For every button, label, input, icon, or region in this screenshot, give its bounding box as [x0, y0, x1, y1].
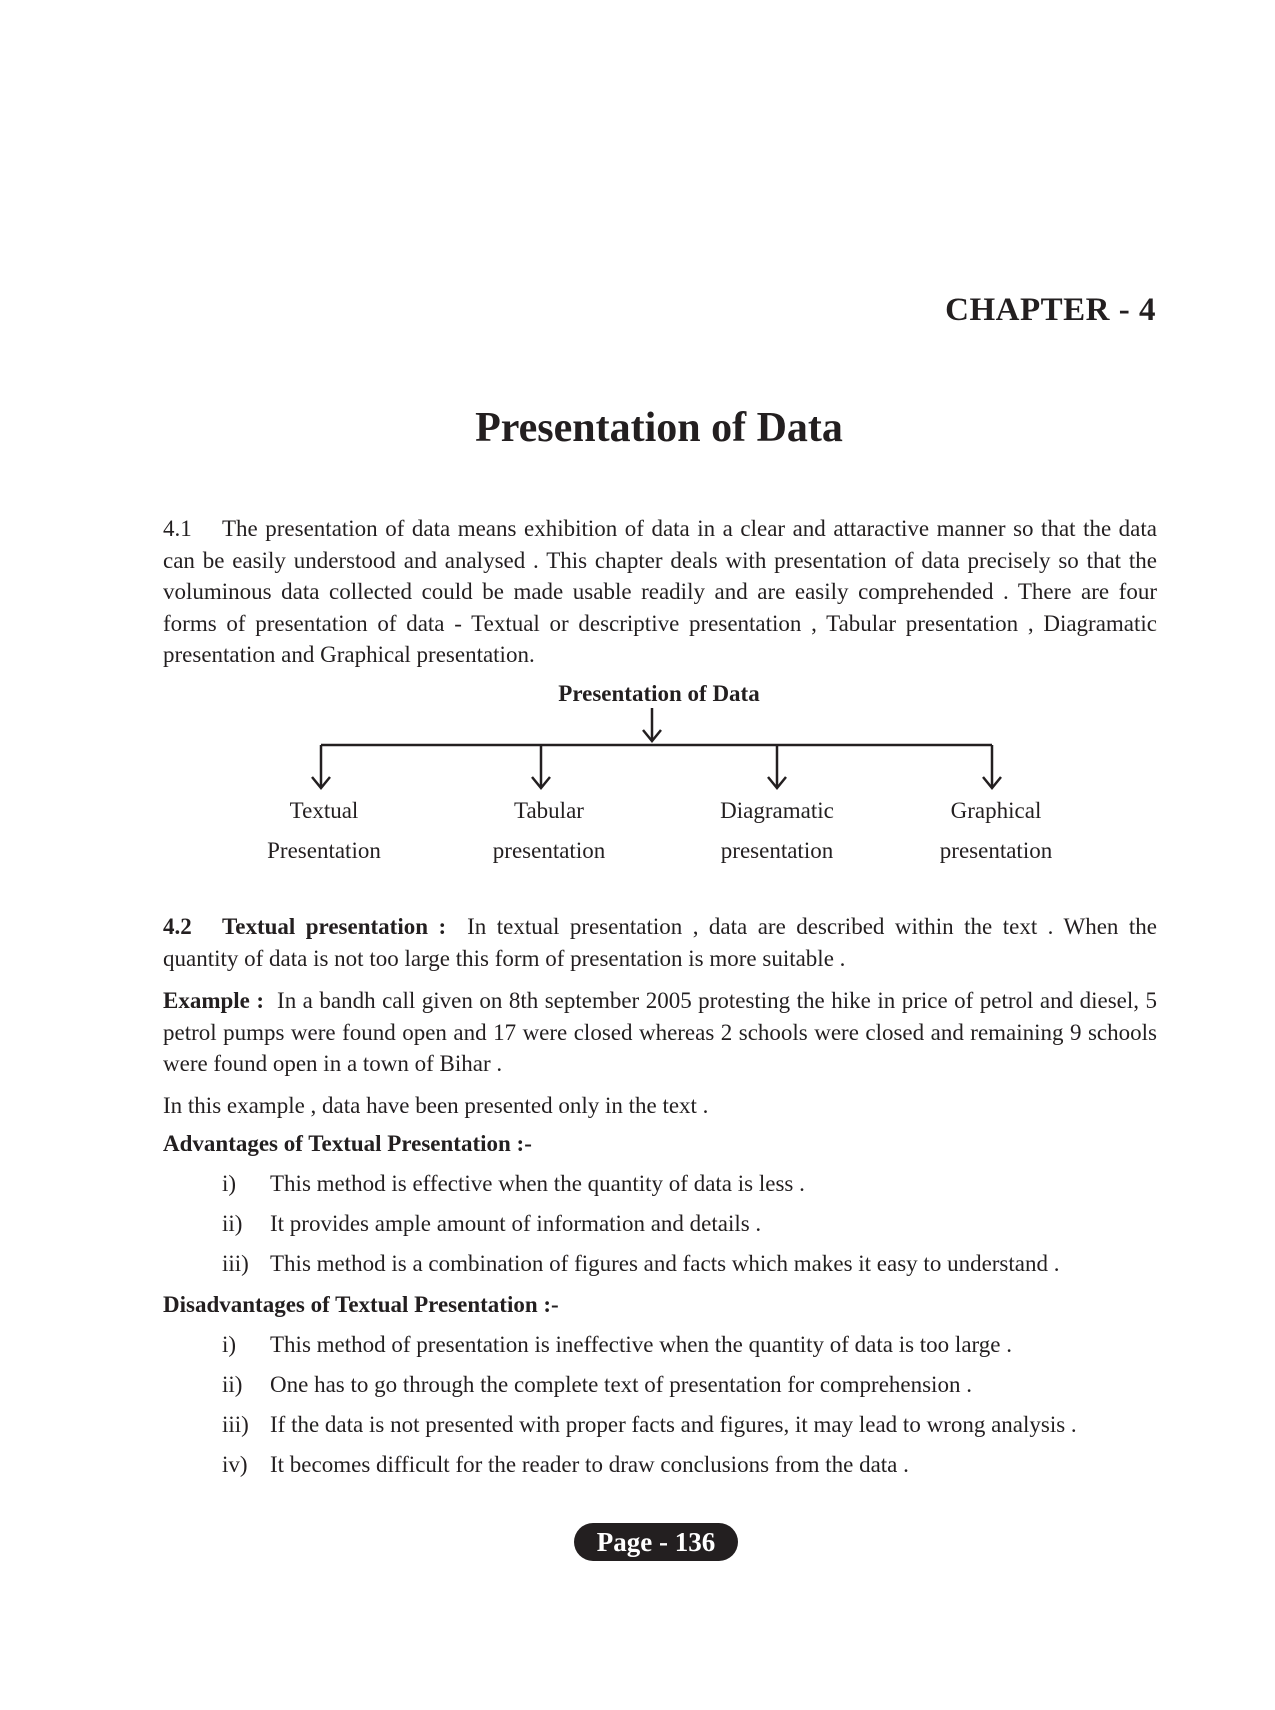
item-text: This method of presentation is ineffective when the quantity of data is too large . [270, 1332, 1012, 1357]
node-line2: Presentation [267, 838, 381, 863]
node-line1: Tabular [514, 798, 584, 823]
node-line1: Textual [289, 798, 359, 823]
item-text: If the data is not presented with proper facts and figures, it may lead to wrong analysis . [270, 1412, 1077, 1437]
chapter-label: CHAPTER - 4 [945, 292, 1156, 328]
list-item [222, 1211, 761, 1237]
diagram-node-textual [204, 791, 444, 871]
item-text: It provides ample amount of information and details . [270, 1211, 762, 1236]
node-line2: presentation [492, 838, 606, 863]
diagram-node-tabular [429, 791, 669, 871]
list-item [222, 1452, 909, 1478]
item-number: iii) [222, 1251, 249, 1276]
list-item [222, 1332, 1012, 1358]
section-number: 4.1 [163, 516, 192, 541]
advantages-heading: Advantages of Textual Presentation :- [163, 1131, 532, 1156]
section-number: 4.2 [163, 914, 192, 939]
item-number: iii) [222, 1412, 249, 1437]
page-number-badge: Page - 136 [574, 1523, 738, 1561]
example-paragraph [163, 985, 1157, 1080]
section-heading: Textual presentation : [222, 914, 447, 939]
item-text: One has to go through the complete text of presentation for comprehension . [270, 1372, 972, 1397]
page-title: Presentation of Data [475, 405, 843, 451]
example-text: In a bandh call given on 8th september 2005 protesting the hike in price of petrol and diesel, 5 petrol pumps were found open and 17 were closed whereas 2 schools were closed and remaining 9 schools were found open in a town of Bihar . [163, 988, 1158, 1076]
item-number: ii) [222, 1372, 243, 1397]
diagram-root-label: Presentation of Data [558, 681, 760, 706]
node-line2: presentation [939, 838, 1053, 863]
list-item [222, 1171, 805, 1197]
item-text: It becomes difficult for the reader to draw conclusions from the data . [270, 1452, 909, 1477]
intro-text: The presentation of data means exhibition of data in a clear and attaractive manner so that the data can be easily understood and analysed . This chapter deals with presentation of data precisely so that the voluminous data collected could be made usable readily and are easily comprehended . There are four forms of presentation of data - Textual or descriptive presentation , Tabular presentation , Diagramatic presentation and Graphical presentation. [163, 516, 1157, 667]
item-number: iv) [222, 1452, 248, 1477]
list-item [222, 1372, 972, 1398]
item-text: This method is a combination of figures and facts which makes it easy to understand . [270, 1251, 1060, 1276]
item-text: This method is effective when the quantity of data is less . [270, 1171, 805, 1196]
item-number: i) [222, 1171, 237, 1196]
section-text: In textual presentation , data are described within the text . When the quantity of data is not too large this form of presentation is more suitable . [163, 914, 1157, 971]
diagram-node-graphical [876, 791, 1116, 871]
example-label: Example : [163, 988, 265, 1013]
example-note: In this example , data have been presented only in the text . [163, 1093, 709, 1118]
node-line1: Graphical [950, 798, 1042, 823]
list-item [222, 1251, 1059, 1277]
disadvantages-heading: Disadvantages of Textual Presentation :- [163, 1292, 559, 1317]
diagram-node-diagramatic [657, 791, 897, 871]
section-paragraph [163, 911, 1157, 974]
item-number: i) [222, 1332, 237, 1357]
node-line2: presentation [720, 838, 834, 863]
node-line1: Diagramatic [720, 798, 834, 823]
list-item [222, 1412, 1077, 1438]
item-number: ii) [222, 1211, 243, 1236]
